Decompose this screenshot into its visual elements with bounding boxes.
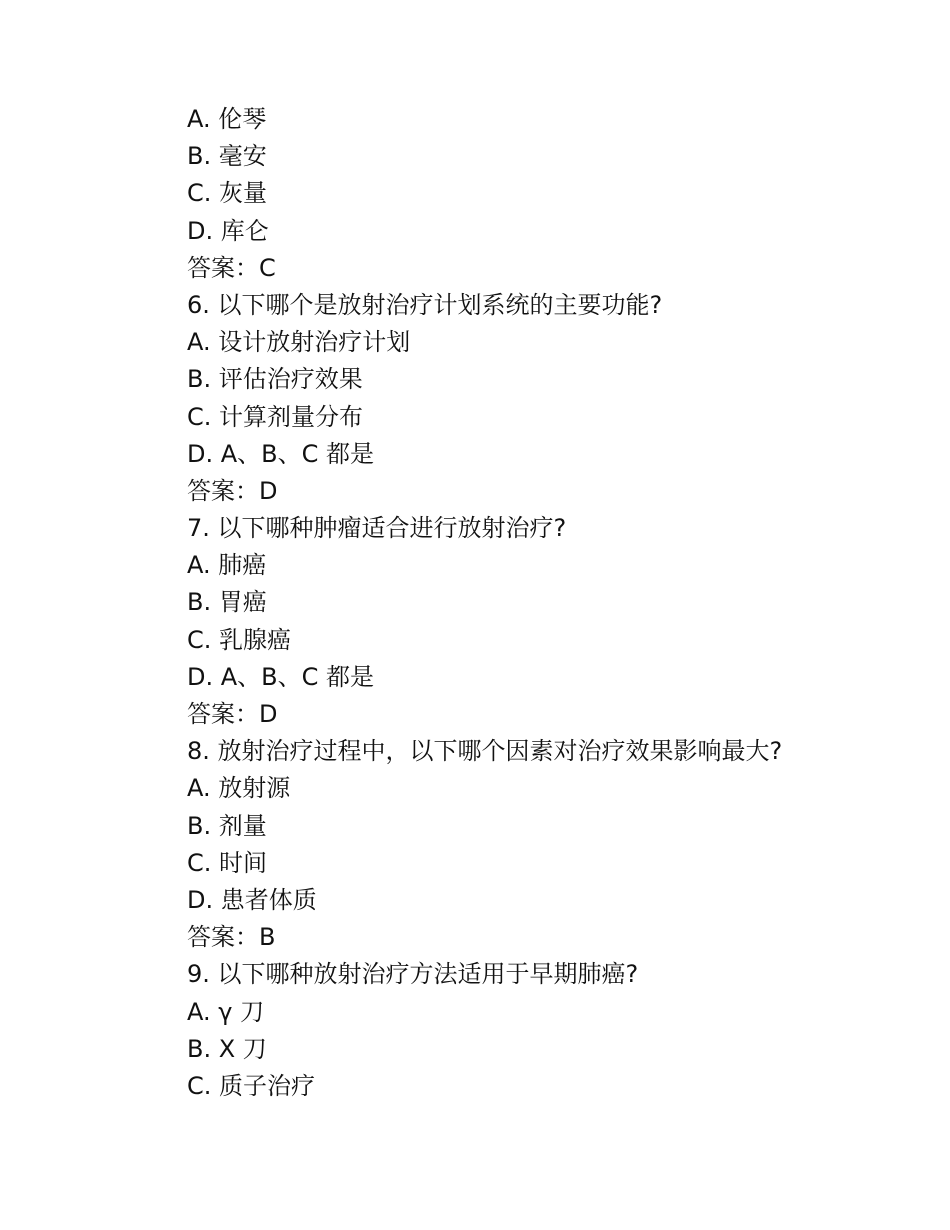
- question-6-option-a: A. 设计放射治疗计划: [187, 328, 411, 357]
- question-6-answer: 答案：D: [187, 476, 278, 505]
- question-6-option-b: B. 评估治疗效果: [187, 365, 363, 394]
- option-a-line: A. 伦琴: [187, 105, 267, 133]
- question-9-option-b: B. X 刀: [187, 1034, 267, 1063]
- question-8-answer: 答案：B: [187, 923, 276, 952]
- question-8-option-a: A. 放射源: [187, 774, 291, 803]
- answer-line: 答案：C: [187, 253, 276, 282]
- question-7-option-d: D. A、B、C 都是: [187, 662, 375, 691]
- option-b-line: B. 毫安: [187, 142, 267, 171]
- question-8: 8. 放射治疗过程中，以下哪个因素对治疗效果影响最大?: [187, 737, 783, 766]
- question-7-option-b: B. 胃癌: [187, 588, 267, 617]
- question-9-option-c: C. 质子治疗: [187, 1071, 316, 1100]
- quiz-content: [187, 101, 887, 1105]
- question-7-answer: 答案：D: [187, 700, 278, 728]
- question-7-option-c: C. 乳腺癌: [187, 625, 292, 654]
- option-d-line: D. 库仑: [187, 216, 269, 245]
- question-6-option-d: D. A、B、C 都是: [187, 439, 375, 468]
- question-9-option-a: A. γ 刀: [187, 997, 265, 1026]
- option-c-line: C. 灰量: [187, 179, 268, 208]
- question-8-option-d: D. 患者体质: [187, 885, 317, 914]
- question-8-option-b: B. 剂量: [187, 811, 267, 840]
- question-7: 7. 以下哪种肿瘤适合进行放射治疗?: [187, 514, 567, 543]
- question-7-option-a: A. 肺癌: [187, 551, 267, 580]
- question-8-option-c: C. 时间: [187, 848, 268, 877]
- question-9: 9. 以下哪种放射治疗方法适用于早期肺癌?: [187, 960, 639, 989]
- question-6-option-c: C. 计算剂量分布: [187, 402, 364, 431]
- question-6: 6. 以下哪个是放射治疗计划系统的主要功能?: [187, 290, 663, 319]
